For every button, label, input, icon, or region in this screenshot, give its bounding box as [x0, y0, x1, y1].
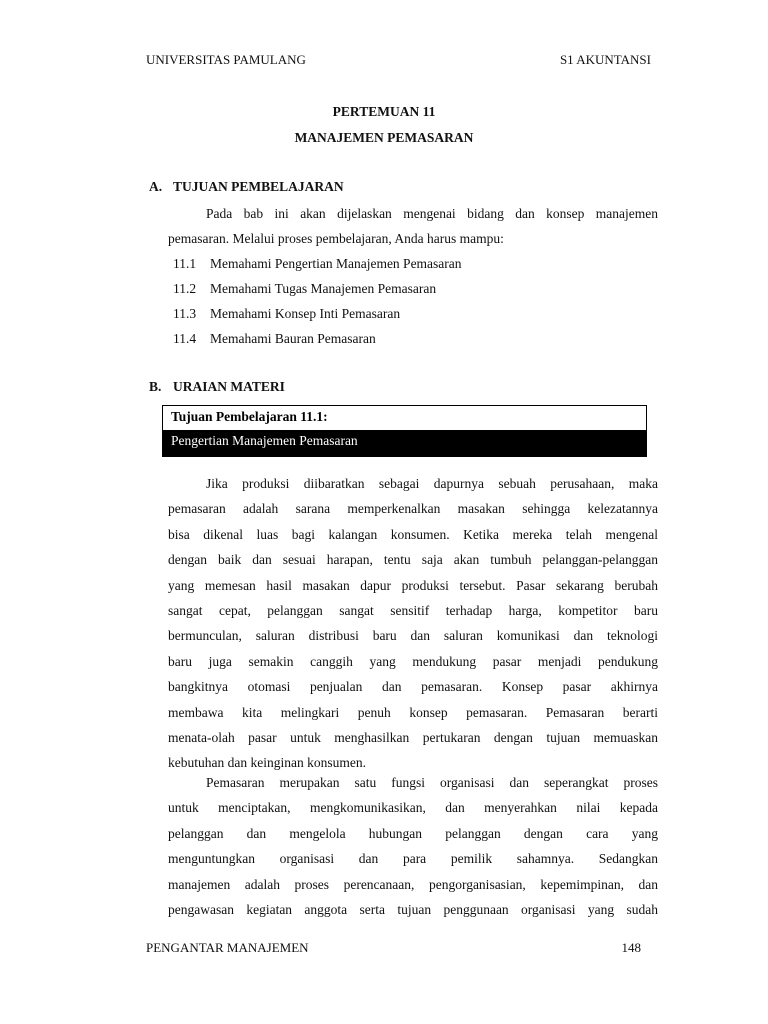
section-a-heading	[149, 179, 344, 195]
paragraph-line: bisa dikenal luas bagi kalangan konsumen. Ketika mereka telah mengenal	[168, 526, 658, 542]
paragraph-line: pengawasan kegiatan anggota serta tujuan penggunaan organisasi yang sudah	[168, 902, 658, 918]
paragraph-line: sangat cepat, pelanggan sangat sensitif terhadap harga, kompetitor baru	[168, 603, 658, 619]
paragraph-line: pelanggan dan mengelola hubungan pelanggan dengan cara yang	[168, 825, 658, 841]
intro-line: Pada bab ini akan dijelaskan mengenai bidang dan konsep manajemen	[206, 206, 658, 221]
paragraph-line: menata-olah pasar untuk menghasilkan pertukaran dengan tujuan memuaskan	[168, 730, 658, 746]
list-item	[173, 301, 462, 326]
objective-text: Memahami Pengertian Manajemen Pemasaran	[210, 256, 462, 271]
paragraph-line: bangkitnya otomasi penjualan dan pemasaran. Konsep pasar akhirnya	[168, 679, 658, 695]
paragraph-line: kebutuhan dan keinginan konsumen.	[168, 755, 366, 771]
section-b-title: URAIAN MATERI	[173, 379, 285, 394]
list-item	[173, 326, 462, 351]
section-a-letter: A.	[149, 179, 163, 194]
paragraph-line: bermunculan, saluran distribusi baru dan saluran komunikasi dan teknologi	[168, 628, 658, 644]
body-paragraph-2	[168, 770, 658, 922]
chapter-title: MANAJEMEN PEMASARAN	[294, 130, 474, 145]
objective-text: Memahami Tugas Manajemen Pemasaran	[210, 281, 437, 296]
learning-objective-box	[162, 405, 647, 457]
paragraph-line: untuk menciptakan, mengkomunikasikan, dan menyerahkan nilai kepada	[168, 800, 658, 816]
box-title: Tujuan Pembelajaran 11.1:	[163, 406, 646, 430]
paragraph-line: dengan baik dan sesuai harapan, tentu saja akan tumbuh pelanggan-pelanggan	[168, 552, 658, 568]
header-program: S1 AKUNTANSI	[559, 52, 651, 67]
objective-number: 11.2	[173, 281, 197, 296]
section-a-title: TUJUAN PEMBELAJARAN	[173, 179, 344, 194]
meeting-title: PERTEMUAN 11	[332, 104, 436, 119]
objective-number: 11.1	[173, 256, 197, 271]
objective-number: 11.3	[173, 306, 197, 321]
footer-course: PENGANTAR MANAJEMEN	[146, 940, 309, 955]
header-university: UNIVERSITAS PAMULANG	[146, 52, 306, 67]
section-b-letter: B.	[149, 379, 162, 394]
body-paragraph-1	[168, 471, 658, 776]
paragraph-line: menguntungkan organisasi dan para pemilik sahamnya. Sedangkan	[168, 851, 658, 867]
section-b-heading	[149, 379, 285, 395]
paragraph-line: membawa kita melingkari penuh konsep pemasaran. Pemasaran berarti	[168, 704, 658, 720]
box-subtitle: Pengertian Manajemen Pemasaran	[163, 430, 646, 456]
paragraph-line: yang memesan hasil masakan dapur produksi tersebut. Pasar sekarang berubah	[168, 577, 658, 593]
section-a-intro	[168, 201, 658, 252]
list-item	[173, 276, 462, 301]
paragraph-line: pemasaran adalah sarana memperkenalkan masakan sehingga kelezatannya	[168, 501, 658, 517]
list-item	[173, 251, 462, 276]
objective-text: Memahami Konsep Inti Pemasaran	[210, 306, 401, 321]
paragraph-line: baru juga semakin canggih yang mendukung pasar menjadi pendukung	[168, 653, 658, 669]
page-number: 148	[621, 940, 641, 955]
objectives-list	[173, 251, 462, 351]
intro-line: pemasaran. Melalui proses pembelajaran, Anda harus mampu:	[168, 231, 504, 247]
paragraph-line: Pemasaran merupakan satu fungsi organisasi dan seperangkat proses	[206, 775, 658, 790]
paragraph-line: Jika produksi diibaratkan sebagai dapurnya sebuah perusahaan, maka	[206, 476, 658, 491]
paragraph-line: manajemen adalah proses perencanaan, pengorganisasian, kepemimpinan, dan	[168, 876, 658, 892]
objective-text: Memahami Bauran Pemasaran	[210, 331, 376, 346]
objective-number: 11.4	[173, 331, 197, 346]
